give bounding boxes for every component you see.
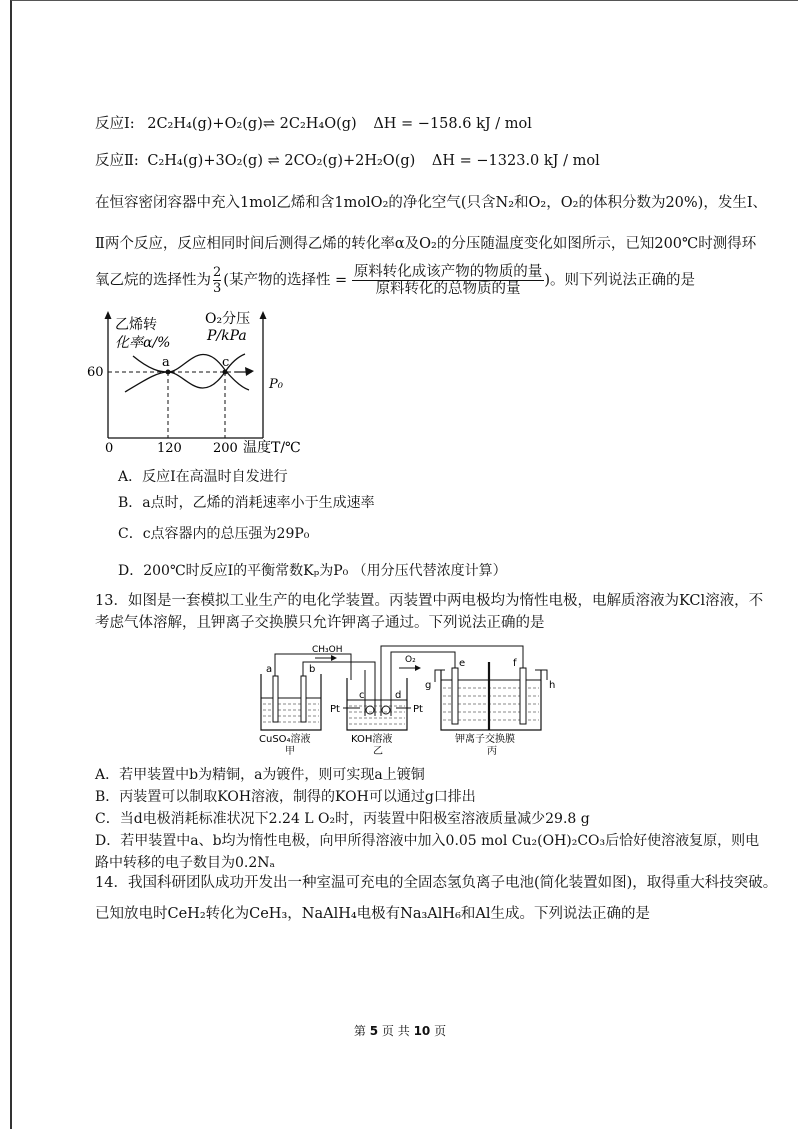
beaker-jia [261, 674, 321, 730]
yi-solution-label: KOH溶液 [351, 734, 393, 745]
bing-label: 丙 [487, 746, 497, 757]
point-c [223, 370, 228, 375]
beaker-bing [435, 662, 547, 730]
svg-text:Pt: Pt [330, 704, 340, 715]
q14-line-1: 14．我国科研团队成功开发出一种室温可充电的全固态氢负离子电池(简化装置如图)，取得重大科技突破。 [95, 875, 778, 891]
svg-text:f: f [513, 658, 517, 669]
jia-solution-label: CuSO₄溶液 [259, 734, 311, 745]
y-right-tick-p0: P₀ [269, 377, 283, 392]
q13-option-b: B．丙装置可以制取KOH溶液，制得的KOH可以通过g口排出 [95, 789, 476, 805]
q13-option-d: D．若甲装置中a、b均为惰性电极，向甲所得溶液中加入0.05 mol Cu₂(OH)₂CO₃后恰好使溶液复原，则电 [95, 833, 760, 849]
svg-text:d: d [395, 690, 402, 701]
selectivity-fraction: $\frac{2}{3}$ [213, 265, 222, 296]
q14-line-2: 已知放电时CeH₂转化为CeH₃，NaAlH₄电极有Na₃AlH₆和Al生成。下列说法正确的是 [95, 906, 650, 922]
reaction-1: 反应Ⅰ: 2C₂H₄(g)+O₂(g)⇌ 2C₂H₄O(g) ΔH = −158.6 kJ / mol [95, 116, 532, 132]
q13-option-c: C．当d电极消耗标准状况下2.24 L O₂时，丙装置中阳极室溶液质量减少29.8 g [95, 811, 590, 827]
q12-option-b: B．a点时，乙烯的消耗速率小于生成速率 [118, 495, 375, 511]
q12-option-a: A．反应Ⅰ在高温时自发进行 [118, 469, 288, 485]
jia-label: 甲 [285, 746, 295, 757]
y-right-label-1: O₂分压 [205, 311, 251, 327]
electrode-b [301, 676, 306, 722]
y-right-label-2: P/kPa [207, 328, 247, 344]
page-number: 5 [369, 1024, 379, 1038]
y-left-tick-60: 60 [87, 365, 104, 380]
q12-line-3: 氧乙烷的选择性为 $\frac{2}{3}$ (某产物的选择性 = $\frac{\text{原料转化成该产物的物质的量}}{\text{原料转化的总物质的量}}$ )。则下列说法正确的是 [95, 264, 695, 297]
y-axis-right-arrow [260, 311, 267, 319]
point-a-label: a [162, 355, 170, 370]
q13-option-d-cont: 路中转移的电子数目为0.2Nₐ [95, 855, 275, 871]
point-c-label: c [222, 355, 230, 370]
yi-label: 乙 [373, 746, 383, 757]
q12-option-c: C．c点容器内的总压强为29P₀ [118, 526, 310, 542]
wire-c [391, 652, 455, 670]
y-left-label-1: 乙烯转 [115, 317, 157, 333]
q12-line-2: Ⅱ两个反应，反应相同时间后测得乙烯的转化率α及O₂的分压随温度变化如图所示，已知200℃时测得环 [95, 236, 757, 252]
svg-text:b: b [309, 664, 316, 675]
svg-text:g: g [425, 680, 432, 691]
svg-text:Pt: Pt [413, 704, 423, 715]
electrode-a [273, 676, 278, 722]
y-left-label-2: 化率α/% [115, 335, 171, 351]
svg-text:a: a [266, 664, 273, 675]
point-a [166, 370, 171, 375]
page-total: 10 [413, 1024, 431, 1038]
x-tick-200: 200 [213, 441, 238, 453]
q13-line-1: 13．如图是一套模拟工业生产的电化学装置。丙装置中两电极均为惰性电极，电解质溶液为KCl溶液，不 [95, 593, 764, 609]
page-footer: 第 5 页 共 10 页 [353, 1024, 447, 1038]
electrochemistry-apparatus [255, 640, 555, 760]
y-axis-left-arrow [105, 311, 112, 319]
x-tick-120: 120 [157, 441, 182, 453]
svg-text:e: e [459, 658, 466, 669]
q12-option-d: D．200℃时反应Ⅰ的平衡常数Kₚ为P₀ （用分压代替浓度计算） [118, 563, 507, 579]
x-axis-label: 温度T/℃ [243, 440, 301, 453]
reaction-2: 反应Ⅱ: C₂H₄(g)+3O₂(g) ⇌ 2CO₂(g)+2H₂O(g) ΔH = −1323.0 kJ / mol [95, 153, 600, 169]
svg-text:O₂: O₂ [405, 655, 416, 665]
q12-line-1: 在恒容密闭容器中充入1mol乙烯和含1molO₂的净化空气(只含N₂和O₂，O₂的体积分数为20%)，发生Ⅰ、 [95, 195, 768, 211]
x-tick-0: 0 [105, 441, 114, 453]
svg-text:c: c [359, 690, 365, 701]
conversion-pressure-chart [85, 308, 325, 453]
electrode-e [452, 668, 458, 724]
wire-d [381, 646, 523, 670]
selectivity-definition-fraction: $\frac{\text{原料转化成该产物的物质的量}}{\text{原料转化的总物质的量}}$ [353, 264, 543, 297]
bing-membrane-label: 钾离子交换膜 [455, 734, 515, 745]
electrode-f [520, 668, 526, 724]
q13-line-2: 考虑气体溶解，且钾离子交换膜只允许钾离子通过。下列说法正确的是 [95, 615, 545, 631]
svg-text:h: h [549, 680, 555, 691]
svg-text:CH₃OH: CH₃OH [312, 645, 343, 655]
q13-option-a: A．若甲装置中b为精铜，a为镀件，则可实现a上镀铜 [95, 767, 425, 783]
